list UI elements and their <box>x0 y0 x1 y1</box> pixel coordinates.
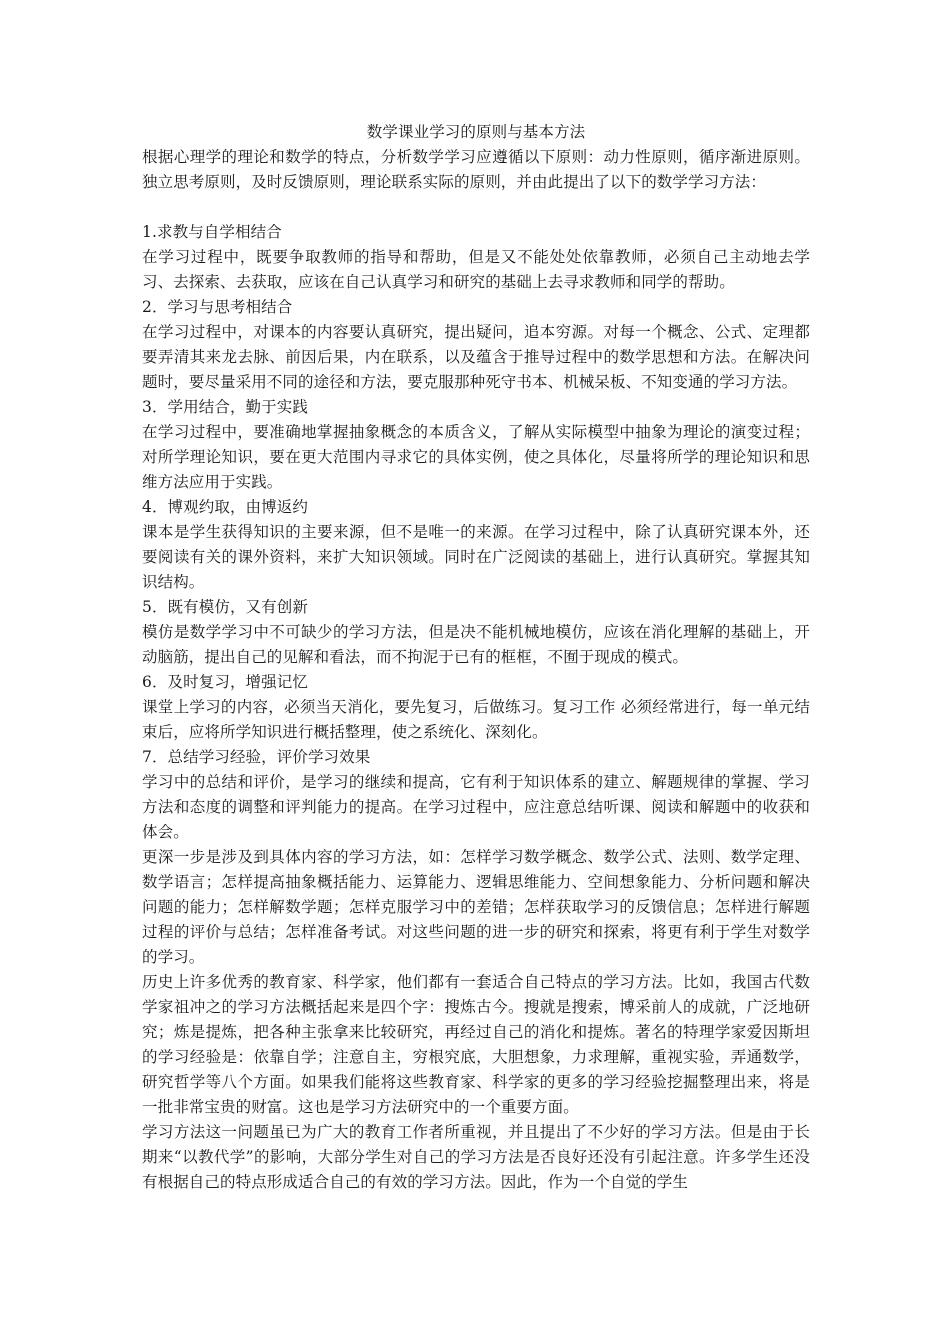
section-heading-2: 2．学习与思考相结合 <box>142 298 293 316</box>
closing-paragraph-1: 更深一步是涉及到具体内容的学习方法，如：怎样学习数学概念、数学公式、法则、数学定理、数学语言；怎样提高抽象概括能力、运算能力、逻辑思维能力、空间想象能力、分析问题和解决问题的能力；怎样解数学题；怎样克服学习中的差错；怎样获取学习的反馈信息；怎样进行解题过程的评价与总结；怎样准备考试。对这些问题的进一步的研究和探索，将更有利于学生对数学的学习。 <box>142 848 810 966</box>
section-body-4: 课本是学生获得知识的主要来源，但不是唯一的来源。在学习过程中，除了认真研究课本外，还要阅读有关的课外资料，来扩大知识领域。同时在广泛阅读的基础上，进行认真研究。掌握其知识结构。 <box>142 523 810 591</box>
section-body-7: 学习中的总结和评价，是学习的继续和提高，它有利于知识体系的建立、解题规律的掌握、学习方法和态度的调整和评判能力的提高。在学习过程中，应注意总结听课、阅读和解题中的收获和体会。 <box>142 773 810 841</box>
section-heading-3: 3．学用结合，勤于实践 <box>142 398 308 416</box>
section-body-3: 在学习过程中，要准确地掌握抽象概念的本质含义，了解从实际模型中抽象为理论的演变过程；对所学理论知识，要在更大范围内寻求它的具体实例，使之具体化，尽量将所学的理论知识和思维方法应用于实践。 <box>142 423 810 491</box>
document-title: 数学课业学习的原则与基本方法 <box>366 123 586 141</box>
document-page <box>142 120 810 1195</box>
closing-paragraph-2: 历史上许多优秀的教育家、科学家，他们都有一套适合自己特点的学习方法。比如，我国古代数学家祖冲之的学习方法概括起来是四个字：搜炼古今。搜就是搜索，博采前人的成就，广泛地研究；炼是提炼，把各种主张拿来比较研究，再经过自己的消化和提炼。著名的特理学家爱因斯坦的学习经验是：依靠自学；注意自主，穷根究底，大胆想象，力求理解，重视实验，弄通数学，研究哲学等八个方面。如果我们能将这些教育家、科学家的更多的学习经验挖掘整理出来，将是一批非常宝贵的财富。这也是学习方法研究中的一个重要方面。 <box>142 973 810 1116</box>
intro-paragraph: 根据心理学的理论和数学的特点，分析数学学习应遵循以下原则：动力性原则，循序渐进原则。独立思考原则，及时反馈原则，理论联系实际的原则，并由此提出了以下的数学学习方法： <box>142 148 810 191</box>
closing-paragraph-3: 学习方法这一问题虽已为广大的教育工作者所重视，并且提出了不少好的学习方法。但是由于长期来“以教代学”的影响，大部分学生对自己的学习方法是否良好还没有引起注意。许多学生还没有根据自己的特点形成适合自己的有效的学习方法。因此，作为一个自觉的学生 <box>142 1123 810 1191</box>
section-body-6: 课堂上学习的内容，必须当天消化，要先复习，后做练习。复习工作 必须经常进行，每一单元结束后，应将所学知识进行概括整理，使之系统化、深刻化。 <box>142 698 810 741</box>
section-body-2: 在学习过程中，对课本的内容要认真研究，提出疑问，追本穷源。对每一个概念、公式、定理都要弄清其来龙去脉、前因后果，内在联系，以及蕴含于推导过程中的数学思想和方法。在解决问题时，要尽量采用不同的途径和方法，要克服那种死守书本、机械呆板、不知变通的学习方法。 <box>142 323 810 391</box>
section-body-1: 在学习过程中，既要争取教师的指导和帮助，但是又不能处处依靠教师，必须自己主动地去学习、去探索、去获取，应该在自己认真学习和研究的基础上去寻求教师和同学的帮助。 <box>142 248 810 291</box>
section-heading-4: 4．博观约取，由博返约 <box>142 498 308 516</box>
section-heading-5: 5．既有模仿，又有创新 <box>142 598 308 616</box>
section-heading-6: 6．及时复习，增强记忆 <box>142 673 308 691</box>
section-heading-1: 1.求教与自学相结合 <box>142 223 282 241</box>
section-body-5: 模仿是数学学习中不可缺少的学习方法，但是决不能机械地模仿，应该在消化理解的基础上，开动脑筋，提出自己的见解和看法，而不拘泥于已有的框框，不囿于现成的模式。 <box>142 623 810 666</box>
section-heading-7: 7．总结学习经验，评价学习效果 <box>142 748 371 766</box>
blank-line <box>142 195 810 220</box>
